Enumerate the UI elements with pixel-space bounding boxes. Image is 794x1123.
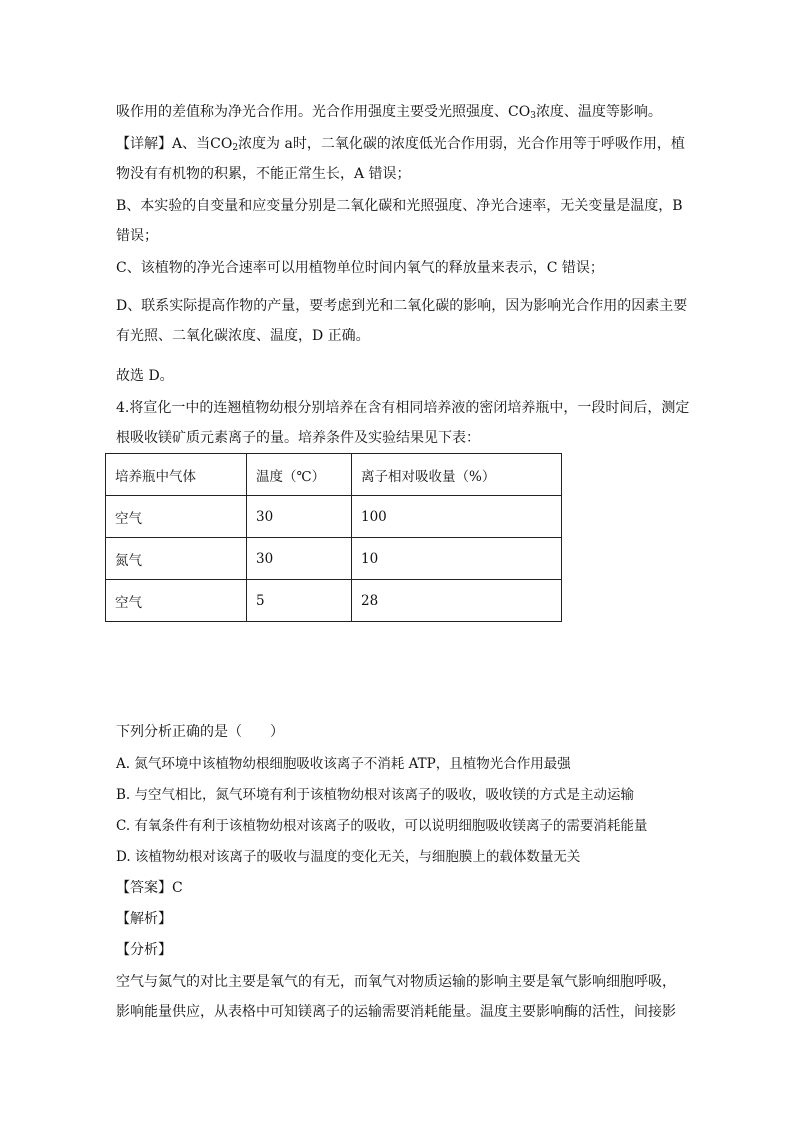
text-segment: A、当CO (172, 136, 233, 152)
question4-stem-line1: 4.将宣化一中的连翘植物幼根分别培养在含有相同培养液的密闭培养瓶中，一段时间后，测定 (116, 400, 690, 416)
table-cell: 氮气 (106, 538, 247, 580)
detail-option-b-line1: B、本实验的自变量和应变量分别是二氧化碳和光照强度、净光合速率，无关变量是温度，B (116, 198, 683, 214)
answer-line (116, 878, 183, 898)
table-cell: 空气 (106, 496, 247, 538)
detail-option-d-line1: D、联系实际提高作物的产量，要考虑到光和二氧化碳的影响，因为影响光合作用的因素主要 (116, 298, 688, 314)
detail-option-c: C、该植物的净光合速率可以用植物单位时间内氧气的释放量来表示，C 错误； (116, 260, 604, 276)
table-cell: 10 (352, 538, 562, 580)
paragraph-net-photosynthesis (116, 102, 662, 126)
culture-results-table (105, 453, 562, 622)
table-cell: 28 (352, 580, 562, 622)
table-cell: 空气 (106, 580, 247, 622)
analysis-line2: 影响能量供应，从表格中可知镁离子的运输需要消耗能量。温度主要影响酶的活性，间接影 (116, 1004, 676, 1020)
option-a: A. 氮气环境中该植物幼根细胞吸收该离子不消耗 ATP，且植物光合作用最强 (116, 756, 571, 772)
table-cell: 5 (247, 580, 352, 622)
question4-prompt: 下列分析正确的是（ ） (116, 724, 284, 740)
option-c: C. 有氧条件有利于该植物幼根对该离子的吸收，可以说明细胞吸收镁离子的需要消耗能量 (116, 818, 648, 834)
table-header-row (106, 454, 562, 496)
fenxi-heading: 【分析】 (116, 942, 172, 958)
choice-conclusion: 故选 D。 (116, 368, 174, 384)
table-row (106, 580, 562, 622)
analysis-heading: 【解析】 (116, 911, 172, 927)
detail-option-a-line2: 物没有有机物的积累，不能正常生长，A 错误； (116, 166, 411, 182)
option-b: B. 与空气相比，氮气环境有利于该植物幼根对该离子的吸收，吸收镁的方式是主动运输 (116, 787, 635, 803)
table-row (106, 538, 562, 580)
option-d: D. 该植物幼根对该离子的吸收与温度的变化无关，与细胞膜上的载体数量无关 (116, 849, 581, 865)
answer-value: C (172, 880, 183, 896)
detail-label: 【详解】 (116, 136, 172, 152)
answer-label: 【答案】 (116, 880, 172, 896)
analysis-line1: 空气与氮气的对比主要是氧气的有无，而氧气对物质运输的影响主要是氧气影响细胞呼吸， (116, 974, 676, 990)
text-segment: 吸作用的差值称为净光合作用。光合作用强度主要受光照强度、CO (116, 104, 531, 120)
table-row (106, 496, 562, 538)
subscript: 3 (530, 111, 536, 121)
table-cell: 30 (247, 496, 352, 538)
detail-option-d-line2: 有光照、二氧化碳浓度、温度，D 正确。 (116, 328, 370, 344)
table-cell: 100 (352, 496, 562, 538)
detail-option-b-line2: 错误； (116, 228, 158, 244)
table-header-cell: 离子相对吸收量（%） (352, 454, 562, 496)
text-segment: 浓度、温度等影响。 (535, 104, 662, 120)
table-cell: 30 (247, 538, 352, 580)
text-segment: 浓度为 a时，二氧化碳的浓度低光合作用弱，光合作用等于呼吸作用，植 (238, 136, 685, 152)
table-header-cell: 培养瓶中气体 (106, 454, 247, 496)
table-header-cell: 温度（℃） (247, 454, 352, 496)
question4-stem-line2: 根吸收镁矿质元素离子的量。培养条件及实验结果见下表： (116, 430, 480, 446)
detail-option-a-line1 (116, 134, 685, 158)
subscript: 2 (232, 143, 239, 153)
